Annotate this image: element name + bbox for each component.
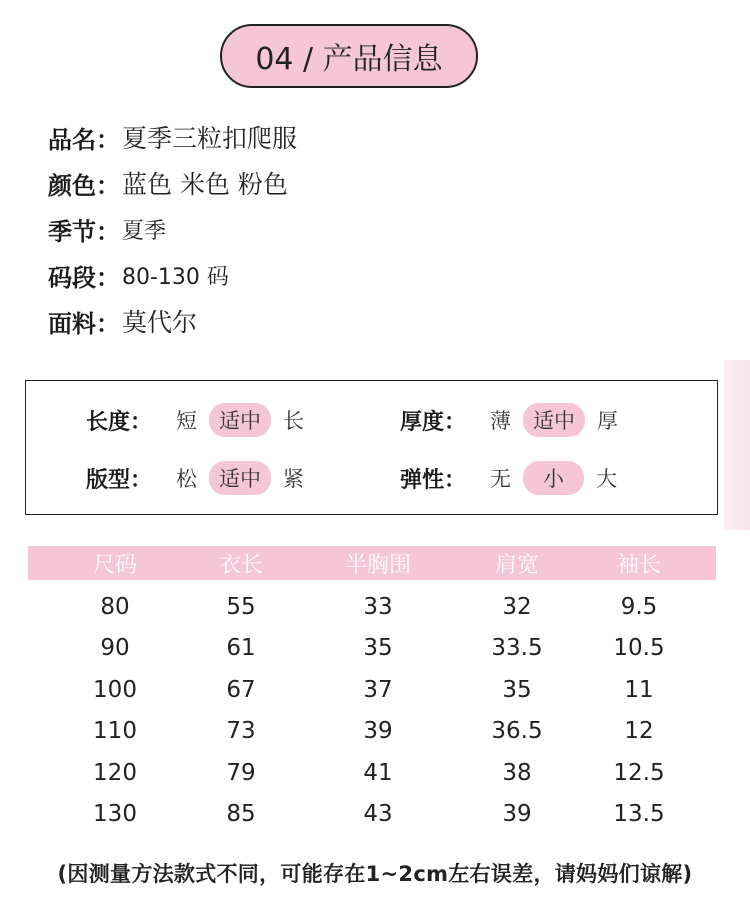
- info-value: 莫代尔: [122, 308, 198, 337]
- table-cell: 90: [100, 635, 130, 662]
- attribute-fit: [86, 458, 308, 498]
- header-cell: 肩宽: [494, 552, 539, 578]
- info-row-fabric: [48, 298, 297, 344]
- info-row-color: [48, 160, 297, 206]
- info-value: 夏季三粒扣爬服: [122, 124, 298, 153]
- size-table-header: [28, 546, 716, 580]
- table-cell: 120: [93, 759, 137, 786]
- attribute-row: [26, 400, 717, 440]
- table-row: [28, 794, 716, 836]
- header-cell: 袖长: [616, 552, 661, 578]
- attribute-panel: [25, 380, 718, 515]
- info-value: 夏季: [122, 218, 167, 244]
- info-label: 面料：: [48, 309, 120, 338]
- size-table-body: [28, 586, 716, 835]
- table-cell: 32: [502, 593, 532, 620]
- attribute-length: [86, 400, 308, 440]
- table-row: [28, 752, 716, 794]
- table-cell: 13.5: [613, 801, 665, 828]
- attribute-option: 短: [176, 409, 198, 433]
- attribute-label: 版型：: [86, 467, 153, 493]
- header-cell: 半胸围: [344, 552, 411, 578]
- table-cell: 35: [363, 635, 393, 662]
- attribute-option: 厚: [597, 409, 619, 433]
- info-row-season: [48, 206, 297, 252]
- attribute-label: 弹性：: [400, 467, 467, 493]
- table-cell: 10.5: [613, 635, 665, 662]
- table-cell: 43: [363, 801, 393, 828]
- attribute-option-selected: 适中: [209, 403, 271, 437]
- table-cell: 37: [363, 676, 393, 703]
- table-row: [28, 711, 716, 753]
- attribute-option: 大: [596, 467, 618, 491]
- attribute-thickness: [400, 400, 622, 440]
- table-cell: 33: [363, 593, 393, 620]
- attribute-option-selected: 小: [523, 461, 584, 495]
- table-cell: 38: [502, 759, 532, 786]
- table-cell: 12.5: [613, 759, 665, 786]
- attribute-option-selected: 适中: [209, 461, 271, 495]
- section-title: 04 / 产品信息: [255, 42, 443, 77]
- info-label: 季节：: [48, 217, 120, 246]
- attribute-option: 无: [490, 467, 512, 491]
- table-cell: 9.5: [620, 593, 658, 620]
- table-cell: 41: [363, 759, 393, 786]
- table-cell: 33.5: [491, 635, 543, 662]
- table-row: [28, 586, 716, 628]
- product-info-list: [48, 114, 297, 344]
- table-cell: 36.5: [491, 718, 543, 745]
- table-cell: 11: [624, 676, 654, 703]
- table-cell: 100: [93, 676, 137, 703]
- attribute-label: 厚度：: [400, 409, 467, 435]
- table-cell: 61: [226, 635, 256, 662]
- header-cell: 衣长: [218, 552, 263, 578]
- info-label: 品名：: [48, 125, 120, 154]
- attribute-option: 紧: [283, 467, 305, 491]
- attribute-option: 薄: [490, 409, 512, 433]
- table-cell: 80: [100, 593, 130, 620]
- table-cell: 55: [226, 593, 256, 620]
- attribute-option-selected: 适中: [523, 403, 585, 437]
- table-cell: 35: [502, 676, 532, 703]
- table-cell: 130: [93, 801, 137, 828]
- attribute-label: 长度：: [86, 409, 153, 435]
- table-row: [28, 628, 716, 670]
- measurement-note: (因测量方法款式不同，可能存在1~2cm左右误差，请妈妈们谅解): [57, 862, 693, 886]
- table-cell: 39: [502, 801, 532, 828]
- attribute-option: 长: [283, 409, 305, 433]
- info-label: 颜色：: [48, 171, 120, 200]
- table-row: [28, 669, 716, 711]
- table-cell: 110: [93, 718, 137, 745]
- decorative-pink-strip: [724, 360, 750, 530]
- table-cell: 73: [226, 718, 256, 745]
- info-label: 码段：: [48, 263, 120, 292]
- info-row-size-range: [48, 252, 297, 298]
- info-value: 80-130 码: [122, 264, 229, 290]
- table-cell: 79: [226, 759, 256, 786]
- table-cell: 39: [363, 718, 393, 745]
- section-title-badge: [220, 24, 478, 88]
- attribute-option: 松: [176, 467, 198, 491]
- size-table: [28, 546, 716, 835]
- table-cell: 67: [226, 676, 256, 703]
- info-value: 蓝色 米色 粉色: [122, 170, 288, 199]
- table-cell: 85: [226, 801, 256, 828]
- info-row-name: [48, 114, 297, 160]
- attribute-row: [26, 458, 717, 498]
- table-cell: 12: [624, 718, 654, 745]
- header-cell: 尺码: [92, 552, 137, 578]
- attribute-elasticity: [400, 458, 621, 498]
